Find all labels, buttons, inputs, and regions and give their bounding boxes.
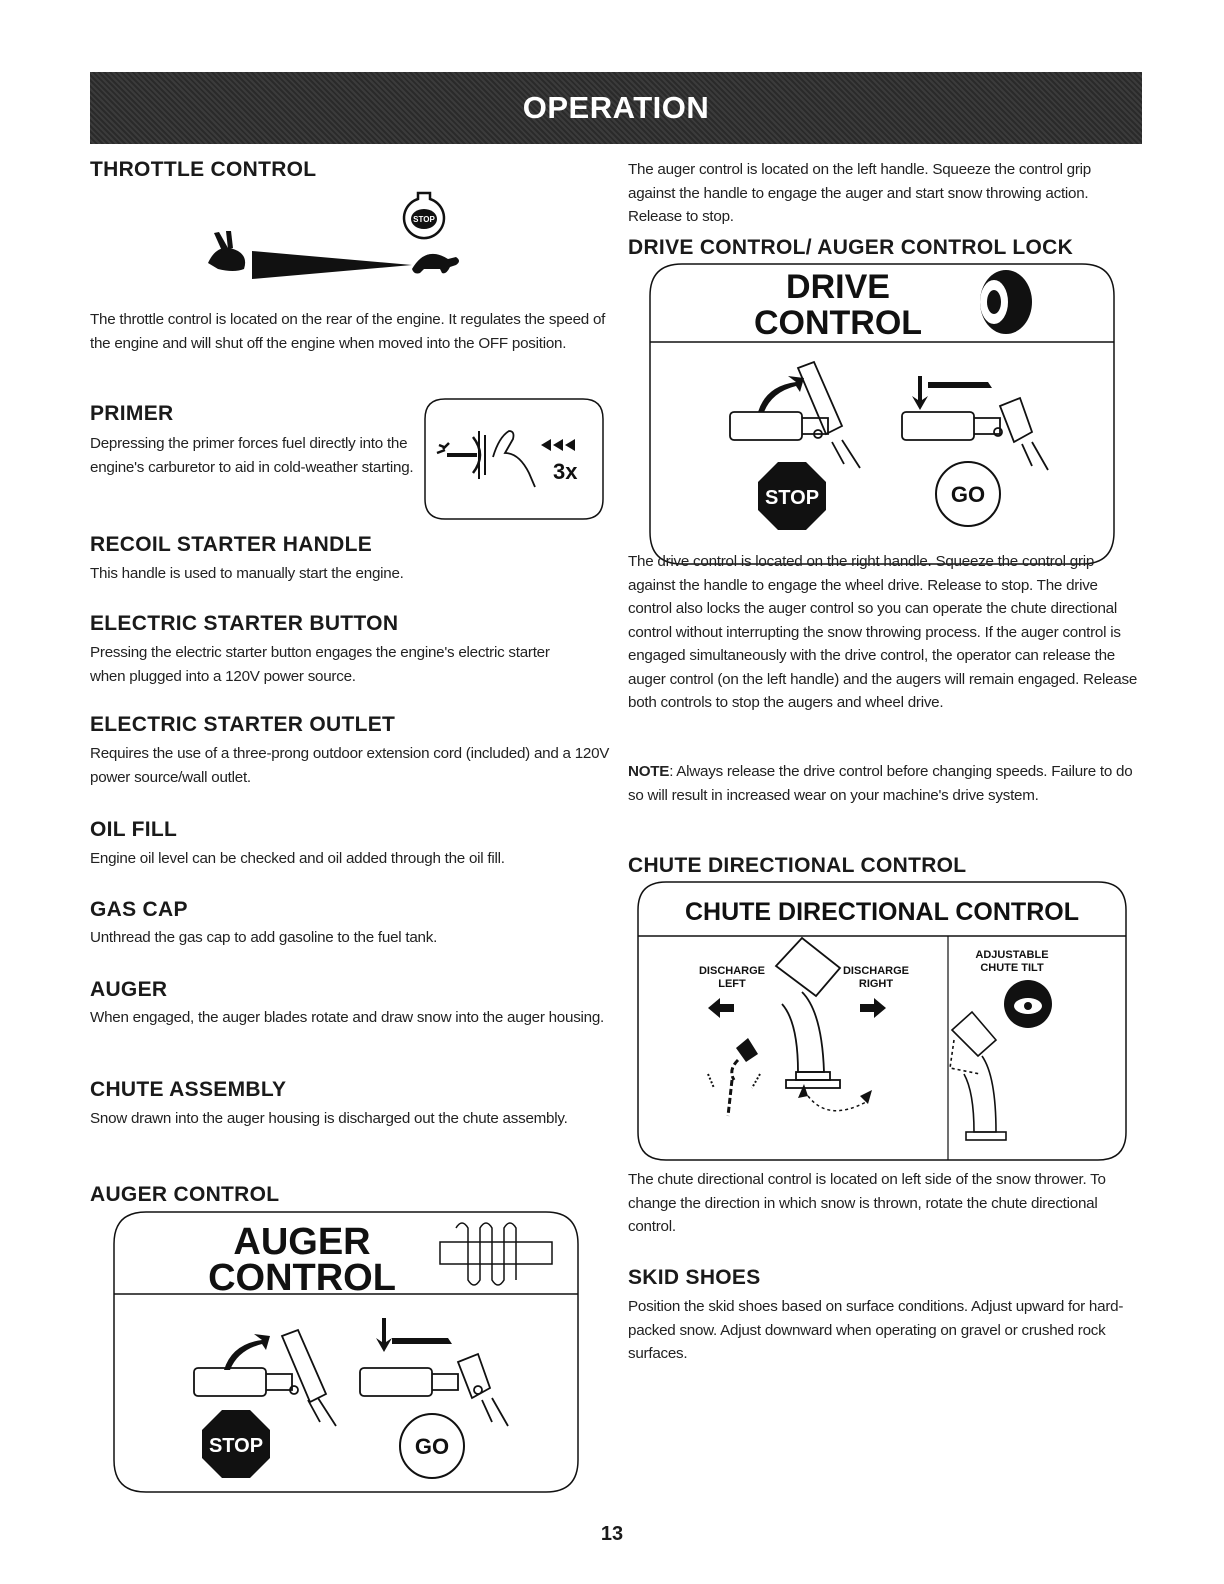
- throttle-heading: THROTTLE CONTROL: [90, 158, 317, 181]
- primer-text: Depressing the primer forces fuel directly into the engine's carburetor to aid in cold-weather starting.: [90, 435, 414, 476]
- primer-decal: [423, 397, 605, 521]
- go-sign-icon: [936, 462, 1000, 526]
- svg-text:GO: GO: [414, 1434, 450, 1459]
- throttle-wedge: [252, 251, 412, 279]
- drive-text: The drive control is located on the right handle. Squeeze the control grip against the handle to engage the wheel drive. Release to stop. The drive control also locks the auger control so you can operate the chute directional control without interrupting the snow throwing process. If the auger control is engaged simultaneously with the drive control, the operator can release the auger control (on the left handle) and the augers will remain engaged. Release both controls to stop the augers and wheel drive.: [628, 553, 1138, 711]
- svg-text:ADJUSTABLE: ADJUSTABLE: [975, 949, 1049, 961]
- drive-heading: DRIVE CONTROL/ AUGER CONTROL LOCK: [628, 236, 1074, 259]
- chute-heading: CHUTE DIRECTIONAL CONTROL: [628, 854, 967, 877]
- chute-control-decal: [636, 880, 1128, 1164]
- tilt-knob-icon: [1004, 980, 1052, 1028]
- throttle-diagram: [200, 185, 490, 285]
- oil-fill-heading: OIL FILL: [90, 818, 178, 841]
- svg-text:DISCHARGE: DISCHARGE: [698, 965, 766, 977]
- recoil-heading: RECOIL STARTER HANDLE: [90, 533, 373, 556]
- svg-text:STOP: STOP: [208, 1435, 264, 1457]
- rabbit-icon: [208, 231, 245, 271]
- svg-text:GO: GO: [950, 482, 986, 507]
- svg-text:CHUTE DIRECTIONAL CONTROL: CHUTE DIRECTIONAL CONTROL: [685, 898, 1079, 926]
- auger-control-heading: AUGER CONTROL: [90, 1183, 280, 1206]
- primer-heading: PRIMER: [90, 402, 174, 425]
- banner-title: OPERATION: [522, 90, 710, 125]
- svg-text:CONTROL: CONTROL: [208, 1257, 396, 1299]
- electric-button-heading: ELECTRIC STARTER BUTTON: [90, 612, 399, 635]
- svg-text:RIGHT: RIGHT: [858, 978, 894, 990]
- auger-control-text: The auger control is located on the left handle. Squeeze the control grip against the handle to engage the auger and start snow throwing action. Release to stop.: [628, 161, 1091, 225]
- note-text: : Always release the drive control before changing speeds. Failure to do so will result in increased wear on your machine's drive system.: [628, 763, 1133, 804]
- svg-text:3x: 3x: [553, 459, 578, 484]
- auger-text: When engaged, the auger blades rotate and draw snow into the auger housing.: [90, 1009, 605, 1026]
- drive-note: [628, 760, 1138, 807]
- gas-cap-heading: GAS CAP: [90, 898, 188, 921]
- svg-text:DISCHARGE: DISCHARGE: [842, 965, 910, 977]
- chute-text: The chute directional control is located on left side of the snow thrower. To change the direction in which snow is thrown, rotate the chute directional control.: [628, 1171, 1106, 1235]
- oil-fill-text: Engine oil level can be checked and oil added through the oil fill.: [90, 850, 505, 867]
- electric-outlet-heading: ELECTRIC STARTER OUTLET: [90, 713, 396, 736]
- electric-button-text: Pressing the electric starter button engages the engine's electric starter when plugged into a 120V power source.: [90, 644, 550, 685]
- stop-sign-icon: [202, 1410, 270, 1478]
- electric-outlet-text: Requires the use of a three-prong outdoor extension cord (included) and a 120V power source/wall outlet.: [90, 745, 610, 786]
- svg-text:CHUTE TILT: CHUTE TILT: [980, 962, 1044, 974]
- gas-cap-text: Unthread the gas cap to add gasoline to the fuel tank.: [90, 929, 438, 946]
- auger-control-decal: [112, 1210, 580, 1494]
- stop-sign-icon: [758, 462, 826, 530]
- page-number: 13: [600, 1523, 624, 1545]
- svg-text:DRIVE: DRIVE: [786, 268, 890, 306]
- svg-text:LEFT: LEFT: [718, 978, 746, 990]
- auger-heading: AUGER: [90, 978, 168, 1001]
- svg-text:STOP: STOP: [764, 487, 820, 509]
- section-banner: [90, 72, 1142, 144]
- chute-assembly-heading: CHUTE ASSEMBLY: [90, 1078, 287, 1101]
- svg-text:CONTROL: CONTROL: [753, 304, 923, 342]
- wheel-icon: [980, 270, 1032, 334]
- stop-icon: [404, 193, 444, 238]
- throttle-text: The throttle control is located on the rear of the engine. It regulates the speed of the engine and will shut off the engine when moved into the OFF position.: [90, 311, 606, 352]
- note-label: NOTE: [628, 763, 670, 780]
- skid-heading: SKID SHOES: [628, 1266, 761, 1289]
- drive-control-decal: [648, 262, 1116, 566]
- skid-text: Position the skid shoes based on surface conditions. Adjust upward for hard-packed snow. Adjust downward when operating on gravel or crushed rock surfaces.: [628, 1298, 1124, 1362]
- recoil-text: This handle is used to manually start the engine.: [90, 565, 404, 582]
- go-sign-icon: [400, 1414, 464, 1478]
- chute-assembly-text: Snow drawn into the auger housing is discharged out the chute assembly.: [90, 1110, 568, 1127]
- svg-text:STOP: STOP: [413, 215, 435, 224]
- turtle-icon: [412, 254, 459, 274]
- svg-text:AUGER: AUGER: [233, 1221, 371, 1263]
